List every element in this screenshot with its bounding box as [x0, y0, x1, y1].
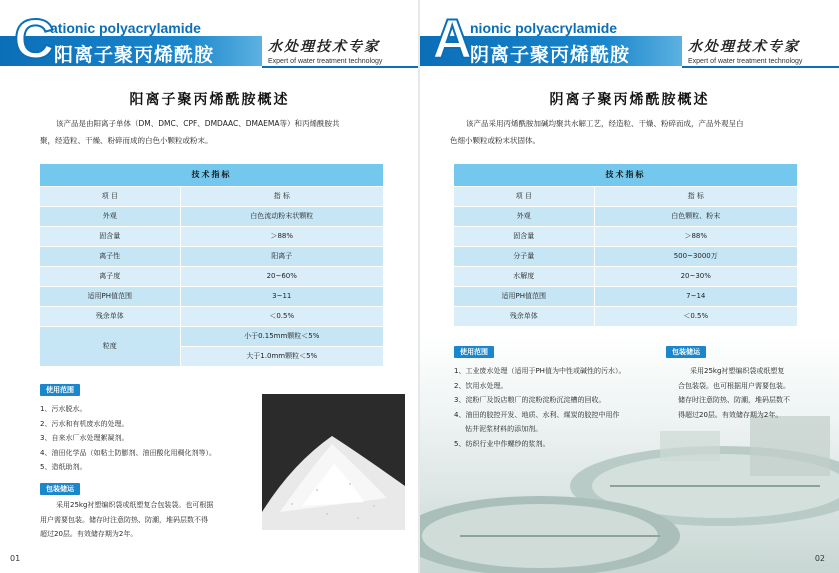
powder-photo	[262, 394, 405, 530]
list-item: 3、淀粉厂及饭店粮厂的淀粉淀粉沉淀槽的回收。	[454, 396, 606, 404]
table-cell: ＜0.5%	[594, 306, 797, 326]
list-item: 2、污水和有机废水的处理。	[40, 419, 129, 428]
table-caption: 技术指标	[40, 164, 383, 186]
list-item: 1、污水脱水。	[40, 405, 87, 413]
intro-line: 色细小颗粒或粉末状固体。	[450, 136, 540, 145]
pack-text	[678, 364, 828, 422]
list-item: 3、自来水厂水处理絮凝剂。	[40, 434, 129, 442]
table-cell: 7~14	[594, 286, 797, 306]
table-caption: 技术指标	[454, 164, 797, 186]
pack-line: 采用25kg衬塑编织袋或纸塑复	[690, 367, 785, 375]
table-cell: 残余单体	[40, 306, 180, 326]
table-header-cell: 项 目	[40, 186, 180, 206]
table-cell: 分子量	[454, 246, 594, 266]
spec-table	[40, 164, 383, 367]
usage-tag: 使用范围	[454, 346, 494, 358]
table-cell: 白色颗粒、粉末	[594, 206, 797, 226]
pack-tag: 包装储运	[40, 483, 80, 495]
table-cell: ＜0.5%	[180, 306, 383, 326]
table-cell: ＞88%	[180, 226, 383, 246]
table-cell: 20~60%	[180, 266, 383, 286]
list-item: 5、纺织行业中作螺纱的浆剂。	[454, 439, 550, 448]
table-cell: 3~11	[180, 286, 383, 306]
table-cell: 固含量	[454, 226, 594, 246]
pack-line: 用户需要包装。储存时注意防热、防潮，堆码层数不得	[40, 515, 208, 524]
page-right	[420, 0, 839, 573]
usage-list	[40, 402, 216, 475]
table-cell: 大于1.0mm颗粒＜5%	[180, 346, 383, 366]
list-item: 2、饮用水处理。	[454, 381, 508, 390]
table-cell: 小于0.15mm颗粒＜5%	[180, 326, 383, 346]
list-item: 4、油田的胶控开发、地质、水利、煤炭的胶控中用作	[454, 410, 620, 419]
usage-list	[454, 364, 684, 451]
pack-text	[40, 498, 260, 542]
expert-chinese: 水处理技术专家	[268, 39, 380, 55]
list-item: 4、油田化学品（如粘土防膨剂、油田酸化用稠化剂等）。	[40, 448, 216, 457]
table-header-cell: 指 标	[180, 186, 383, 206]
table-cell: 残余单体	[454, 306, 594, 326]
page-left	[0, 0, 419, 573]
pack-line: 得超过20层。有效储存期为2年。	[678, 410, 783, 419]
header-left	[0, 7, 419, 70]
pack-line: 超过20层。有效储存期为2年。	[40, 530, 138, 538]
header-expert-block	[688, 36, 834, 65]
intro-line: 该产品是由阳离子单体（DM、DMC、CPF、DMDAAC、DMAEMA等）和丙烯酰胺共	[56, 119, 340, 128]
spec-table	[454, 164, 797, 327]
table-cell: 离子性	[40, 246, 180, 266]
header-chinese-title: 阳离子聚丙烯酰胺	[54, 44, 215, 66]
header-rule	[262, 66, 419, 68]
table-cell: 水解度	[454, 266, 594, 286]
table-cell: 固含量	[40, 226, 180, 246]
pack-line: 采用25kg衬塑编织袋或纸塑复合包装袋。也可根据	[56, 501, 214, 509]
table-cell: 阳离子	[180, 246, 383, 266]
expert-english: Expert of water treatment technology	[688, 58, 803, 65]
header-right	[420, 7, 839, 70]
table-cell: 适用PH值范围	[40, 286, 180, 306]
intro-paragraph	[450, 115, 815, 149]
page-title: 阳离子聚丙烯酰胺概述	[129, 92, 290, 108]
table-header-cell: 指 标	[594, 186, 797, 206]
list-item: 5、造纸助剂。	[40, 463, 87, 471]
intro-paragraph	[40, 115, 390, 149]
header-chinese-title: 阴离子聚丙烯酰胺	[470, 44, 631, 66]
table-cell: 外观	[40, 206, 180, 226]
header-initial-letter: A	[432, 7, 473, 70]
intro-line: 聚，经造粒、干燥、粉碎而成的白色小颗粒或粉末。	[40, 136, 213, 145]
table-cell: 20~30%	[594, 266, 797, 286]
page-title: 阴离子聚丙烯酰胺概述	[549, 92, 710, 108]
table-cell: 离子度	[40, 266, 180, 286]
table-cell: 500~3000万	[594, 246, 797, 266]
table-cell: 外观	[454, 206, 594, 226]
intro-line: 该产品采用丙烯酰胺加碱均聚共水解工艺，经造粒、干燥、粉碎而成，产品外观呈白	[466, 119, 744, 128]
table-cell: ＞88%	[594, 226, 797, 246]
expert-chinese: 水处理技术专家	[688, 39, 800, 55]
table-cell: 白色流动粉末状颗粒	[180, 206, 383, 226]
expert-english: Expert of water treatment technology	[268, 58, 383, 65]
header-initial-letter: C	[14, 7, 55, 70]
list-item: 1、工业废水处理（适用于PH值为中性或碱性的污水）。	[454, 367, 626, 375]
table-cell: 粒度	[40, 326, 180, 366]
header-english-title: ationic polyacrylamide	[50, 20, 201, 36]
header-expert-block	[268, 36, 414, 65]
page-number: 01	[10, 554, 21, 563]
pack-line: 合包装袋。也可根据用户需要包装。	[678, 381, 790, 390]
table-cell: 适用PH值范围	[454, 286, 594, 306]
page-number: 02	[814, 554, 825, 563]
pack-tag: 包装储运	[666, 346, 706, 358]
header-english-title: nionic polyacrylamide	[470, 20, 618, 36]
pack-line: 储存时注意防热、防潮，堆码层数不	[678, 396, 790, 404]
list-item: 钻井泥浆材料的添加剂。	[454, 425, 543, 433]
header-rule	[682, 66, 839, 68]
usage-tag: 使用范围	[40, 384, 80, 396]
table-header-cell: 项 目	[454, 186, 594, 206]
